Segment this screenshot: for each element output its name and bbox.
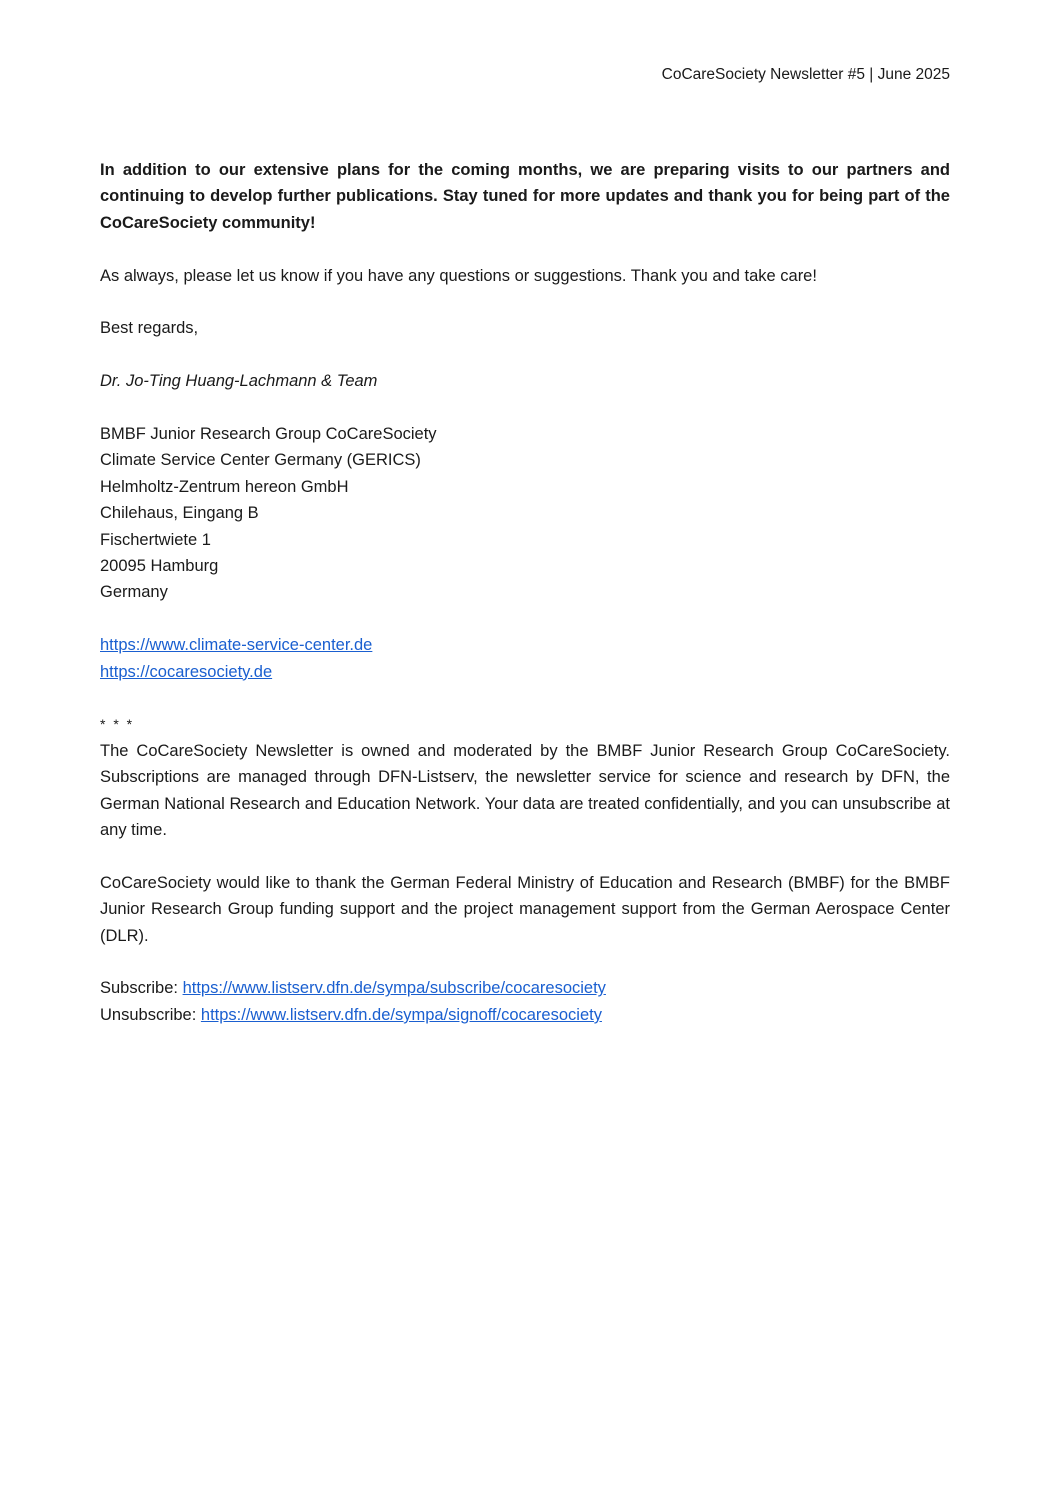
address-line: Germany [100, 583, 168, 602]
address-line: 20095 Hamburg [100, 557, 219, 576]
newsletter-body [100, 157, 950, 1028]
subscription-links [100, 975, 950, 1028]
newsletter-header: CoCareSociety Newsletter #5 | June 2025 [661, 66, 950, 83]
cocaresociety-website-link[interactable]: https://cocaresociety.de [100, 662, 273, 681]
subscribe-line [100, 975, 950, 1001]
address-line: Fischertwiete 1 [100, 530, 211, 549]
funding-paragraph: CoCareSociety would like to thank the German Federal Ministry of Education and Research (BMBF) for the BMBF Junior Research Group funding support and the project management support from the German Aerospace Center (DLR). [100, 873, 950, 945]
address-line: Climate Service Center Germany (GERICS) [100, 451, 421, 470]
unsubscribe-line [100, 1002, 950, 1028]
website-links [100, 632, 950, 685]
intro-bold-paragraph: In addition to our extensive plans for the coming months, we are preparing visits to our partners and continuing to develop further publications. Stay tuned for more updates and thank you for being part of the CoCareSociety community! [100, 161, 950, 232]
address-line: Helmholtz-Zentrum hereon GmbH [100, 477, 349, 496]
subscribe-link[interactable]: https://www.listserv.dfn.de/sympa/subscribe/cocaresociety [182, 979, 606, 998]
closing-line: As always, please let us know if you have any questions or suggestions. Thank you and take care! [100, 266, 817, 285]
postal-address [100, 421, 950, 606]
subscribe-label: Subscribe: [100, 979, 178, 998]
regards-line: Best regards, [100, 319, 199, 338]
address-line: Chilehaus, Eingang B [100, 504, 259, 523]
ownership-paragraph: The CoCareSociety Newsletter is owned and moderated by the BMBF Junior Research Group CoCareSociety. Subscriptions are managed through DFN-Listserv, the newsletter service for science and research by DFN, the German National Research and Education Network. Your data are treated confidentially, and you can unsubscribe at any time. [100, 741, 950, 840]
unsubscribe-label: Unsubscribe: [100, 1005, 197, 1024]
section-separator: * * * [100, 716, 135, 733]
unsubscribe-link[interactable]: https://www.listserv.dfn.de/sympa/signoff/cocaresociety [200, 1005, 602, 1024]
address-line: BMBF Junior Research Group CoCareSociety [100, 425, 437, 443]
signature: Dr. Jo-Ting Huang-Lachmann & Team [100, 372, 378, 391]
gerics-website-link[interactable]: https://www.climate-service-center.de [100, 636, 373, 655]
